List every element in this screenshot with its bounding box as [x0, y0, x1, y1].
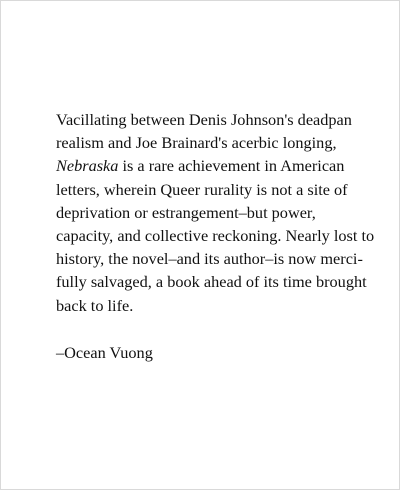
quote-line-4: letters, wherein Queer rurality is not a site of: [56, 179, 348, 199]
quote-line-3-rest: is a rare achievement in American: [118, 156, 345, 176]
quote-line-8: fully salvaged, a book ahead of its time brought: [56, 272, 367, 292]
quote-line-5: deprivation or estrangement–but power,: [56, 202, 316, 222]
blurb-quote: [56, 108, 374, 317]
quote-line-2: realism and Joe Brainard's acerbic longing,: [56, 133, 337, 153]
quote-line-7: history, the novel–and its author–is now merci-: [56, 249, 363, 269]
quote-line-3: [56, 154, 374, 177]
quote-line-9: back to life.: [56, 295, 134, 315]
book-title: Nebraska: [56, 156, 119, 176]
quote-line-6: capacity, and collective reckoning. Nearly lost to: [56, 226, 375, 246]
quote-attribution: –Ocean Vuong: [56, 343, 153, 362]
quote-line-1: Vacillating between Denis Johnson's deadpan: [56, 110, 352, 129]
